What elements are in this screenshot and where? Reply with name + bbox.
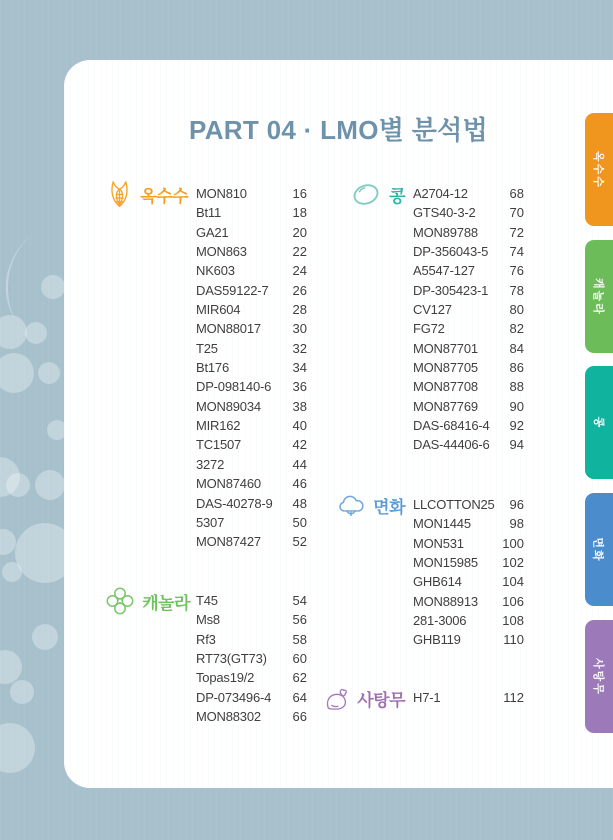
toc-item — [196, 591, 307, 610]
decorative-circle — [0, 723, 35, 773]
decorative-circle — [0, 529, 16, 555]
sugar-beet-icon — [324, 683, 350, 714]
side-tab-cotton-label: 면화 — [591, 536, 604, 563]
toc-item-name: MON87705 — [413, 360, 478, 376]
toc-item — [413, 611, 524, 630]
toc-item — [196, 339, 307, 358]
toc-item — [413, 223, 524, 242]
side-tab-canola-label: 캐놀라 — [592, 277, 605, 316]
toc-item-page: 100 — [502, 535, 524, 551]
toc-item — [413, 281, 524, 300]
toc-item-name: MON531 — [413, 535, 464, 551]
toc-item-page: 102 — [502, 555, 524, 571]
toc-item-page: 52 — [292, 534, 307, 550]
cotton-boll-icon — [336, 491, 366, 520]
toc-item — [196, 242, 307, 261]
toc-item-page: 30 — [292, 321, 307, 337]
toc-item — [196, 532, 307, 551]
side-tab-canola — [585, 240, 613, 353]
toc-item-name: DAS-68416-4 — [413, 418, 490, 434]
toc-item-name: 5307 — [196, 514, 225, 530]
decorative-circle — [25, 322, 47, 344]
toc-item — [196, 300, 307, 319]
toc-item-name: A2704-12 — [413, 186, 468, 201]
toc-item-page: 96 — [509, 497, 524, 512]
toc-item-page: 64 — [292, 689, 307, 705]
toc-item-page: 18 — [292, 205, 307, 221]
toc-item-name: DP-098140-6 — [196, 379, 272, 395]
toc-item-page: 16 — [292, 186, 307, 201]
toc-item-page: 62 — [292, 670, 307, 686]
toc-item-name: Topas19/2 — [196, 670, 255, 686]
toc-item-name: DAS59122-7 — [196, 282, 269, 298]
toc-item-name: GHB614 — [413, 574, 462, 590]
toc-item — [413, 553, 524, 572]
toc-item-page: 54 — [292, 593, 307, 608]
section-label-canola: 캐놀라 — [142, 593, 190, 613]
toc-item-page: 80 — [509, 302, 524, 318]
toc-item-name: MON88017 — [196, 321, 261, 337]
toc-item-page: 24 — [292, 263, 307, 279]
toc-item — [413, 300, 524, 319]
toc-item-name: GHB119 — [413, 632, 461, 648]
toc-item-name: LLCOTTON25 — [413, 497, 495, 512]
toc-item — [413, 572, 524, 591]
toc-item-name: Bt176 — [196, 360, 229, 376]
toc-item-name: DP-305423-1 — [413, 282, 489, 298]
toc-item-page: 74 — [509, 244, 524, 260]
toc-item-name: FG72 — [413, 321, 445, 337]
side-tab-sugar-beet — [585, 620, 613, 733]
page-title: PART 04 · LMO별 분석법 — [189, 115, 488, 145]
toc-item — [196, 261, 307, 280]
toc-item — [413, 435, 524, 454]
toc-item — [413, 242, 524, 261]
toc-item — [413, 630, 524, 649]
toc-item — [196, 281, 307, 300]
toc-item-page: 112 — [503, 690, 524, 705]
toc-list-canola — [196, 591, 307, 726]
section-header-sugar-beet — [324, 682, 405, 714]
decorative-circle — [41, 275, 65, 299]
section-header-cotton — [330, 489, 405, 521]
decorative-circle — [32, 624, 58, 650]
decorative-circle — [2, 562, 22, 582]
toc-list-sugar-beet — [413, 688, 524, 707]
toc-item-name: 281-3006 — [413, 613, 467, 629]
toc-item — [196, 223, 307, 242]
toc-item-page: 92 — [509, 418, 524, 434]
toc-item-page: 106 — [502, 593, 524, 609]
toc-item — [196, 630, 307, 649]
toc-item-name: MON810 — [196, 186, 247, 201]
toc-item — [196, 184, 307, 203]
toc-item — [413, 184, 524, 203]
toc-item-page: 44 — [292, 456, 307, 472]
toc-item-name: MON15985 — [413, 555, 478, 571]
toc-item-page: 68 — [509, 186, 524, 201]
toc-item-name: DAS-44406-6 — [413, 437, 490, 453]
toc-item-page: 72 — [509, 224, 524, 240]
toc-item-page: 32 — [292, 340, 307, 356]
toc-item-page: 88 — [509, 379, 524, 395]
toc-item-page: 50 — [292, 514, 307, 530]
toc-item — [196, 513, 307, 532]
side-tab-corn — [585, 113, 613, 226]
side-tab-corn-label: 옥수수 — [592, 150, 605, 189]
toc-item — [196, 707, 307, 726]
toc-item — [196, 319, 307, 338]
toc-item-name: H7-1 — [413, 690, 441, 705]
toc-item-name: Rf3 — [196, 631, 216, 647]
toc-item-page: 26 — [292, 282, 307, 298]
toc-item-page: 86 — [509, 360, 524, 376]
toc-item — [413, 688, 524, 707]
section-header-canola — [94, 585, 190, 617]
toc-item — [196, 416, 307, 435]
toc-item-name: Ms8 — [196, 612, 220, 628]
toc-item — [196, 455, 307, 474]
toc-item-name: MON88302 — [196, 709, 261, 725]
side-tab-soybean — [585, 366, 613, 479]
toc-item-page: 48 — [292, 495, 307, 511]
toc-item-page: 94 — [509, 437, 524, 453]
toc-item-page: 66 — [292, 709, 307, 725]
toc-item-name: GTS40-3-2 — [413, 205, 476, 221]
toc-item-page: 70 — [509, 205, 524, 221]
toc-item — [413, 534, 524, 553]
decorative-circle — [6, 473, 30, 497]
toc-item-name: MON87460 — [196, 476, 261, 492]
toc-item — [413, 377, 524, 396]
canola-flower-icon — [105, 586, 135, 616]
toc-item — [413, 495, 524, 514]
toc-item-page: 60 — [292, 651, 307, 667]
toc-item-name: 3272 — [196, 456, 225, 472]
toc-item-name: MON87769 — [413, 398, 478, 414]
toc-item-name: TC1507 — [196, 437, 242, 453]
toc-item — [196, 610, 307, 629]
toc-item-page: 34 — [292, 360, 307, 376]
decorative-circle — [0, 353, 34, 393]
toc-item-page: 40 — [292, 418, 307, 434]
toc-item — [413, 416, 524, 435]
toc-item-name: MON89788 — [413, 224, 478, 240]
toc-item — [196, 688, 307, 707]
toc-item — [196, 377, 307, 396]
toc-item — [413, 514, 524, 533]
toc-item-name: Bt11 — [196, 205, 221, 221]
toc-item — [196, 435, 307, 454]
toc-item-name: MON88913 — [413, 593, 478, 609]
soybean-icon — [350, 181, 382, 208]
section-label-soybean: 콩 — [389, 186, 405, 206]
toc-item-page: 78 — [509, 282, 524, 298]
toc-item — [196, 358, 307, 377]
toc-item-page: 76 — [509, 263, 524, 279]
toc-item — [413, 203, 524, 222]
toc-item — [196, 397, 307, 416]
toc-list-cotton — [413, 495, 524, 650]
section-label-sugar-beet: 사탕무 — [357, 690, 405, 710]
toc-item-page: 108 — [502, 613, 524, 629]
toc-item — [413, 319, 524, 338]
toc-item — [196, 203, 307, 222]
side-tab-sugar-beet-label: 사탕무 — [592, 657, 605, 696]
toc-item-page: 98 — [509, 516, 524, 532]
toc-item — [196, 494, 307, 513]
side-tab-cotton — [585, 493, 613, 606]
toc-item — [196, 668, 307, 687]
toc-item — [413, 592, 524, 611]
toc-item-name: DAS-40278-9 — [196, 495, 273, 511]
toc-item-page: 28 — [292, 302, 307, 318]
decorative-circle — [10, 680, 34, 704]
toc-item-name: MON87427 — [196, 534, 261, 550]
toc-item-name: DP-356043-5 — [413, 244, 489, 260]
toc-item-page: 104 — [502, 574, 524, 590]
toc-item — [196, 649, 307, 668]
swoosh-decoration — [0, 232, 42, 322]
decorative-circle — [0, 315, 27, 349]
toc-item — [196, 474, 307, 493]
toc-item-name: T25 — [196, 340, 218, 356]
toc-item-page: 110 — [503, 632, 524, 648]
toc-item-name: GA21 — [196, 224, 229, 240]
toc-item-page: 58 — [292, 631, 307, 647]
toc-item-page: 56 — [292, 612, 307, 628]
section-header-corn — [98, 178, 188, 210]
toc-item-name: MON87701 — [413, 340, 478, 356]
toc-item-page: 90 — [509, 398, 524, 414]
toc-item-name: MON89034 — [196, 398, 261, 414]
toc-item-page: 22 — [292, 244, 307, 260]
toc-item-name: MIR162 — [196, 418, 241, 434]
section-label-corn: 옥수수 — [140, 186, 188, 206]
section-label-cotton: 면화 — [373, 497, 405, 517]
toc-item-name: A5547-127 — [413, 263, 475, 279]
toc-item — [413, 397, 524, 416]
content-card — [64, 60, 613, 788]
toc-item — [413, 358, 524, 377]
toc-item-name: NK603 — [196, 263, 235, 279]
toc-item-page: 38 — [292, 398, 307, 414]
toc-item-page: 20 — [292, 224, 307, 240]
toc-item-name: MIR604 — [196, 302, 241, 318]
toc-item-name: MON863 — [196, 244, 247, 260]
decorative-circle — [0, 650, 22, 684]
toc-item-page: 84 — [509, 340, 524, 356]
toc-item-name: CV127 — [413, 302, 452, 318]
side-tab-soybean-label: 콩 — [591, 416, 604, 429]
toc-item-page: 42 — [292, 437, 307, 453]
section-header-soybean — [326, 178, 405, 210]
toc-item — [413, 261, 524, 280]
toc-item-name: MON87708 — [413, 379, 478, 395]
decorative-circle — [38, 362, 60, 384]
toc-item-name: DP-073496-4 — [196, 689, 272, 705]
toc-item-page: 82 — [509, 321, 524, 337]
toc-item-page: 46 — [292, 476, 307, 492]
toc-item-page: 36 — [292, 379, 307, 395]
toc-list-soybean — [413, 184, 524, 455]
toc-item — [413, 339, 524, 358]
toc-item-name: MON1445 — [413, 516, 471, 532]
toc-item-name: T45 — [196, 593, 218, 608]
decorative-circle — [35, 470, 65, 500]
corn-icon — [106, 179, 133, 210]
toc-list-corn — [196, 184, 307, 552]
toc-item-name: RT73(GT73) — [196, 651, 267, 667]
